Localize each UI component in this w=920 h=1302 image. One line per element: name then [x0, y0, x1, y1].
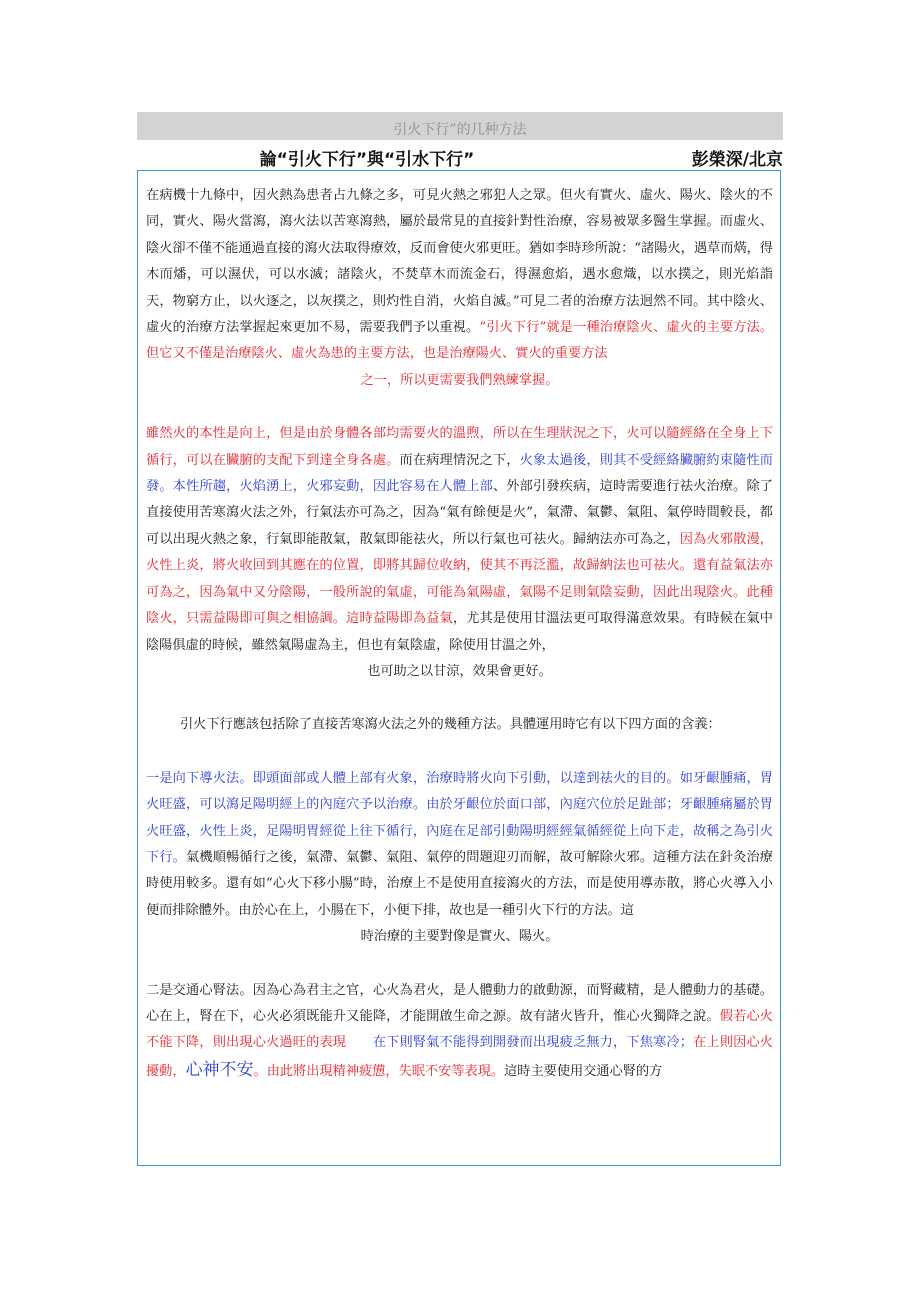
p2-text-2: 、外部引發疾病，這時需要進行祛火治療。除了直接使用苦寒瀉火法之外，行氣法亦可為之，因為“氣有餘便是火”，氣滯、氣鬱、氣阻、氣停時間較長，都可以出現火熱之象，行氣即能散氣，散氣即能祛火，所以行氣也可祛火。歸納法亦可為之，: [146, 479, 773, 547]
title-row: [137, 143, 783, 169]
author: 彭榮深/北京: [691, 150, 783, 170]
p4-blue-text: 一是向下導火法。即頭面部或人體上部有火象，治療時將火向下引動，以達到祛火的目的。如牙齦腫痛，胃火旺盛，可以瀉足陽明經上的內庭穴予以治療。由於牙齦位於面口部，內庭穴位於足趾部；牙齦腫痛屬於胃火旺盛，火性上炎，足陽明胃經從上往下循行，內庭在足部引動陽明經經氣循經從上向下走，故稱之為引火下行。: [146, 770, 773, 865]
paragraph-1: [146, 183, 773, 368]
article-body: [137, 170, 781, 1166]
page-title: 論“引火下行”與“引水下行”: [259, 150, 475, 170]
p5-red-text-3: 。由此將出現精神疲憊，失眠不安等表現。: [253, 1063, 505, 1079]
p1-text: 在病機十九條中，因火熱為患者占九條之多，可見火熱之邪犯人之眾。但火有實火、虛火、陽火、陰火的不同，實火、陽火當瀉，瀉火法以苦寒瀉熱，屬於最常見的直接針對性治療，容易被眾多醫生掌握。而虛火、陰火卻不僅不能通過直接的瀉火法取得療效，反而會使火邪更旺。猶如李時珍所說：“諸陽火，遇草而焫，得木而燔，可以濕伏，可以水滅；諸陰火，不焚草木而流金石，得濕愈焰，遇水愈熾，以水撲之，則光焰詣天，物窮方止，以火逐之，以灰撲之，則灼性自消，火焰自滅。”可見二者的治療方法迥然不同。其中陰火、虛火的治療方法掌握起來更加不易，需要我們予以重視。: [146, 188, 773, 336]
p5-emphasis-text: 心神不安: [185, 1059, 254, 1080]
p5-text-2: 這時主要使用交通心腎的方: [504, 1063, 663, 1079]
p5-red-text-2: 在上則因心火擾動，: [146, 1035, 773, 1079]
p2-blue-text: 火象太過後，則其不受經絡臟腑約束隨性而發。本性所趨，火焰湧上，火邪妄動，因此容易在人體上部: [146, 452, 773, 495]
paragraph-2: [146, 421, 773, 659]
header-subtitle: 引火下行”的几种方法: [393, 122, 527, 138]
p5-blue-text: 在下則腎氣不能得到開發而出現疲乏無力，下焦寒冷；: [372, 1035, 693, 1051]
paragraph-5: [146, 978, 773, 1086]
p2-red-text-2: 因為火邪散漫，火性上炎，將火收回到其應在的位置，即將其歸位收納，使其不再泛濫，故歸納法也可祛火。還有益氣法亦可為之，因為氣中又分陰陽，一般所說的氣虛，可能為氣陽虛，氣陽不足則氣陰妄動，因此出現陰火。此種陰火，只需益陽即可與之相協調。這時益陽即為益氣: [146, 531, 773, 627]
p2-text-1: 而在病理情況之下，: [399, 452, 520, 468]
paragraph-1-end: 之一，所以更需要我們熟練掌握。: [360, 372, 559, 388]
p5-red-text-1: 假若心火不能下降，則出現心火過旺的表現: [146, 1008, 773, 1051]
p5-text-1: 二是交通心腎法。因為心為君主之官，心火為君火，是人體動力的啟動源，而腎藏精，是人體動力的基礎。心在上，腎在下，心火必須既能升又能降，才能開啟生命之源。故有諸火皆升，惟心火獨降之說。: [146, 982, 773, 1024]
paragraph-3: 引火下行應該包括除了直接苦寒瀉火法之外的幾種方法。具體運用時它有以下四方面的含義：: [180, 717, 721, 733]
p2-red-text-1: 雖然火的本性是向上，但是由於身體各部均需要火的溫煦，所以在生理狀況之下，火可以隨經絡在全身上下循行，可以在臟腑的支配下到達全身各處。: [146, 426, 773, 468]
p4-text: 氣機順暢循行之後，氣滯、氣鬱、氣阻、氣停的問題迎刃而解，故可解除火邪。這種方法在針灸治療時使用較多。還有如“心火下移小腸”時，治療上不是使用直接瀉火的方法，而是使用導赤散，將心火導入小便而排除體外。由於心在上，小腸在下，小便下排，故也是一種引火下行的方法。這: [146, 849, 773, 918]
header-subtitle-bar: [137, 112, 783, 140]
p1-red-text: “引火下行”就是一種治療陰火、虛火的主要方法。但它又不僅是治療陰火、虛火為患的主要方法，也是治療陽火、實火的重要方法: [146, 320, 774, 362]
p2-text-3: ，尤其是使用甘溫法更可取得滿意效果。有時候在氣中陰陽俱虛的時候，雖然氣陽虛為主，但也有氣陰虛，除使用甘溫之外，: [146, 611, 773, 653]
paragraph-2-end: 也可助之以甘涼，效果會更好。: [367, 663, 552, 679]
paragraph-4: [146, 766, 773, 924]
paragraph-4-end: 時治療的主要對像是實火、陽火。: [360, 929, 559, 945]
